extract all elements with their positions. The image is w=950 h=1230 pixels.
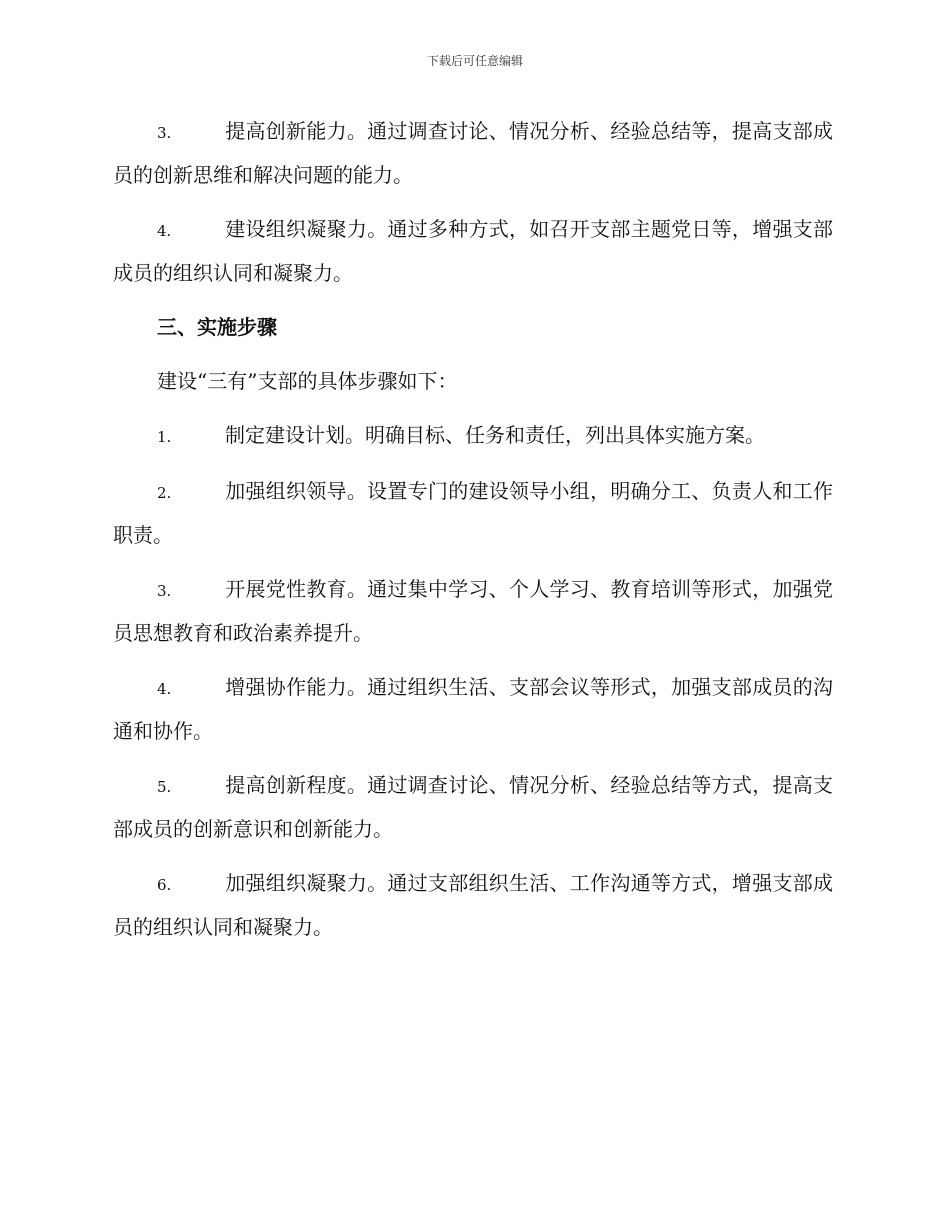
list-item-text: 建设组织凝聚力。通过多种方式，如召开支部主题党日等，增强支部成员的组织认同和凝聚力。	[113, 217, 833, 285]
list-item	[113, 862, 833, 948]
list-item-text: 加强组织凝聚力。通过支部组织生活、工作沟通等方式，增强支部成员的组织认同和凝聚力。	[113, 871, 833, 939]
list-item	[113, 110, 833, 196]
list-item-number: 6.	[157, 876, 172, 894]
section-heading: 三、实施步骤	[157, 315, 277, 339]
list-item-number: 2.	[157, 484, 172, 502]
list-item	[113, 470, 833, 556]
list-item	[113, 568, 833, 654]
list-item	[113, 666, 833, 752]
list-item	[113, 764, 833, 850]
list-item-number: 1.	[157, 428, 172, 446]
list-item	[113, 208, 833, 294]
list-item-text: 提高创新能力。通过调查讨论、情况分析、经验总结等，提高支部成员的创新思维和解决问题的能力。	[113, 119, 833, 187]
list-item-number: 4.	[157, 680, 172, 698]
list-item	[113, 414, 833, 458]
section-intro: 建设“三有”支部的具体步骤如下：	[157, 369, 458, 393]
document-body	[113, 110, 833, 960]
list-item-number: 5.	[157, 778, 172, 796]
list-item-number: 3.	[157, 124, 172, 142]
list-item-text: 制定建设计划。明确目标、任务和责任，列出具体实施方案。	[225, 423, 765, 447]
list-item-number: 4.	[157, 222, 172, 240]
list-item-number: 3.	[157, 582, 172, 600]
list-item-text: 加强组织领导。设置专门的建设领导小组，明确分工、负责人和工作职责。	[113, 479, 833, 547]
page-header: 下载后可任意编辑	[426, 54, 523, 68]
list-item-text: 开展党性教育。通过集中学习、个人学习、教育培训等形式，加强党员思想教育和政治素养提升。	[113, 577, 833, 645]
list-item-text: 增强协作能力。通过组织生活、支部会议等形式，加强支部成员的沟通和协作。	[113, 675, 833, 743]
list-item-text: 提高创新程度。通过调查讨论、情况分析、经验总结等方式，提高支部成员的创新意识和创新能力。	[113, 773, 833, 841]
